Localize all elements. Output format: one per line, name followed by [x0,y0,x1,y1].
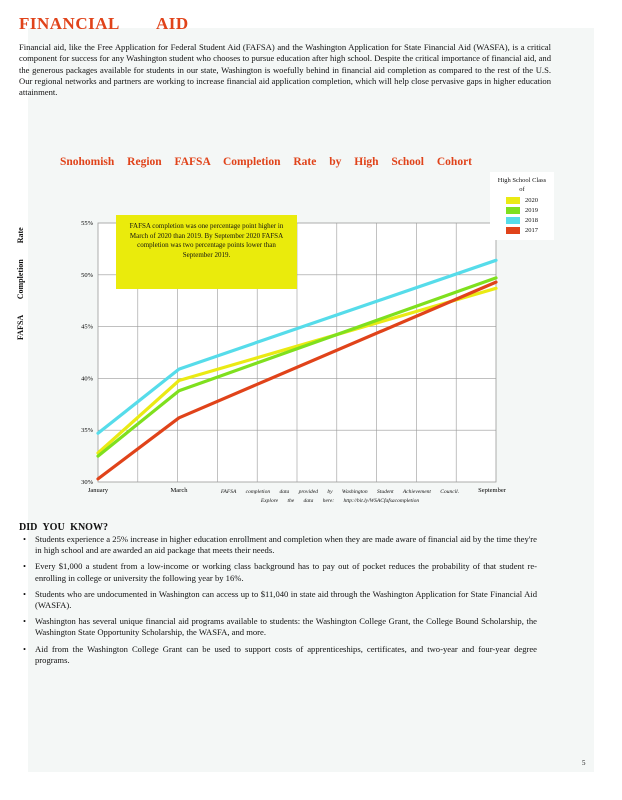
legend-item-2020 [490,197,554,204]
chart-y-axis-label: FAFSA Completion Rate [16,227,25,340]
legend-label: 2019 [525,207,538,214]
chart-legend [490,172,554,240]
legend-item-2017 [490,227,554,234]
chart-callout: FAFSA completion was one percentage point higher in March of 2020 than 2019. By September 2020 FAFSA completion was two percentage points lower than September 2019. [116,215,297,289]
did-you-know-heading: DID YOU KNOW? [19,522,108,533]
list-item: • Students who are undocumented in Washington can access up to $11,040 in state aid through the Washington Application for State Financial Aid (WASFA). [23,589,537,611]
x-tick-label: September [478,487,506,494]
y-tick-label: 50% [81,271,93,279]
y-tick-label: 35% [81,427,93,435]
list-item: • Every $1,000 a student from a low-income or working class background has to pay out of pocket reduces the probability of that student re-enrolling in college or university the following year by 16%. [23,561,537,583]
list-item: • Students experience a 25% increase in higher education enrollment and completion when they are made aware of financial aid by the time they're in high school and are awarded an aid package that meets their needs. [23,534,537,556]
y-tick-label: 45% [81,323,93,331]
y-tick-label: 40% [81,375,93,383]
legend-item-2018 [490,217,554,224]
legend-swatch [506,217,520,224]
legend-swatch [506,197,520,204]
x-tick-label: March [170,487,188,494]
source-line-2: Explore the data here: http://bit.ly/WSACfafsacompletion [260,497,420,504]
page-title: FINANCIAL AID [19,14,189,33]
page-number: 5 [582,759,586,767]
legend-swatch [506,227,520,234]
x-tick-label: January [87,487,109,494]
did-you-know-list [23,534,537,671]
legend-swatch [506,207,520,214]
chart-y-ticks [81,220,94,486]
chart-source-note [190,488,490,505]
legend-label: 2017 [525,227,538,234]
y-tick-label: 30% [81,479,93,486]
list-item: • Aid from the Washington College Grant can be used to support costs of apprenticeships, certificates, and two-year and four-year degree programs. [23,644,537,666]
intro-paragraph: Financial aid, like the Free Application for Federal Student Aid (FAFSA) and the Washington Application for State Financial Aid (WASFA), is a critical component for success for any Washington student who chooses to pursue education after high school. Despite the critical importance of financial aid, and the generous packages available for students in our state, Washington is woefully behind in financial aid completion as compared to the rest of the U.S. Our regional networks and partners are working to increase financial aid application completion, which will help close pervasive gaps in higher education attainment. [19,42,551,98]
legend-title: High School Class of [497,177,547,193]
source-line-1: FAFSA completion data provided by Washington Student Achievement Council. [220,489,460,495]
list-item: • Washington has several unique financial aid programs available to students: the Washington College Grant, the College Bound Scholarship, the Washington State Opportunity Scholarship, the WASFA, and more. [23,616,537,638]
legend-item-2019 [490,207,554,214]
legend-label: 2020 [525,197,538,204]
chart-title: Snohomish Region FAFSA Completion Rate by High School Cohort [59,156,473,168]
legend-label: 2018 [525,217,538,224]
y-tick-label: 55% [81,220,93,227]
